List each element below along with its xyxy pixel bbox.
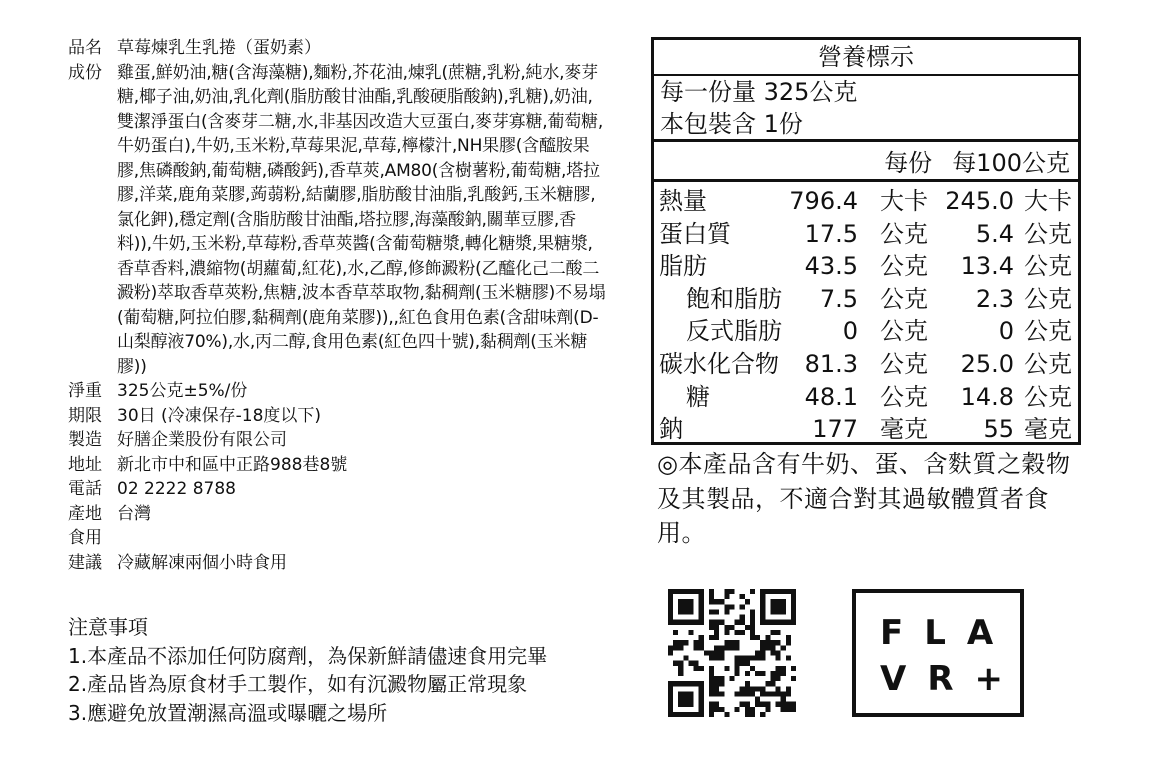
- col-per-100g: 每100公克: [952, 149, 1070, 177]
- per-100g-value: 25.0: [960, 349, 1014, 378]
- field-label: 淨重: [68, 381, 102, 401]
- per-100g-value: 5.4: [975, 219, 1014, 248]
- per-100g-value: 0: [998, 317, 1014, 346]
- nutrition-title: 營養標示: [654, 40, 1078, 76]
- ingredients-text: 雞蛋,鮮奶油,糖(含海藻糖),麵粉,芥花油,煉乳(蔗糖,乳粉,純水,麥芽糖,椰子油,奶油,乳化劑(脂肪酸甘油酯,乳酸硬脂酸鈉),乳糖),奶油,雙潔淨蛋白(含麥芽二糖,水,非基因改造大豆蛋白,麥芽寡糖,葡萄糖,牛奶蛋白),牛奶,玉米粉,草莓果泥,草莓,檸檬汁,NH果膠(含醯胺果膠,焦磷酸鈉,葡萄糖,磷酸鈣),香草莢,AM80(含樹薯粉,葡萄糖,塔拉膠,洋菜,鹿角菜膠,蒟蒻粉,結蘭膠,脂肪酸甘油脂,乳酸鈣,玉米糖膠,氯化鉀),穩定劑(含脂肪酸甘油酯,塔拉膠,海藻酸鈉,關華豆膠,香料)),牛奶,玉米粉,草莓粉,香草莢醬(含葡萄糖漿,轉化糖漿,果糖漿,香草香料,濃縮物(胡蘿蔔,紅花),水,乙醇,修飾澱粉(乙醯化己二酸二澱粉)萃取香草莢粉,焦糖,波本香草萃取物,黏稠劑(玉米糖膠)不易塌(葡萄糖,阿拉伯膠,黏稠劑(鹿角菜膠)),,紅色食用色素(含甜味劑(D-山梨醇液70%),水,丙二醇,食用色素(紅色四十號),黏稠劑(玉米糖膠)): [117, 62, 606, 377]
- expiry: 30日 (冷凍保存-18度以下): [117, 405, 322, 426]
- field-usage-1: [68, 526, 608, 551]
- per-serving-unit: 公克: [880, 219, 928, 248]
- field-expiry: [68, 404, 608, 429]
- servings-per-pack: 本包裝含 1份: [660, 110, 803, 138]
- field-label: 期限: [68, 405, 102, 426]
- per-serving-value: 48.1: [804, 382, 858, 411]
- nutrient-name: 鈉: [659, 415, 683, 444]
- nutrient-name: 蛋白質: [659, 219, 731, 248]
- serving-size: 每一份量 325公克: [660, 78, 858, 106]
- field-ingredients: [68, 61, 608, 380]
- serving-info: [654, 76, 1078, 142]
- field-label: 產地: [68, 503, 102, 524]
- nutrient-name: 脂肪: [659, 252, 707, 281]
- nutrition-row: [654, 218, 1078, 251]
- logo-line: FLA: [880, 613, 1015, 653]
- per-serving-value: 43.5: [804, 252, 858, 281]
- per-serving-value: 0: [842, 317, 858, 346]
- field-label: 成份: [68, 62, 102, 83]
- per-100g-value: 14.8: [960, 382, 1014, 411]
- per-100g-unit: 大卡: [1024, 187, 1072, 215]
- field-label: 食用: [68, 528, 102, 548]
- per-100g-unit: 公克: [1024, 317, 1072, 346]
- per-100g-unit: 公克: [1024, 284, 1072, 313]
- per-100g-value: 245.0: [945, 187, 1014, 215]
- field-manufacturer: [68, 428, 608, 453]
- origin: 台灣: [117, 503, 151, 524]
- nutrition-row: [654, 413, 1078, 446]
- per-serving-unit: 公克: [880, 252, 928, 281]
- nutrition-row: [654, 185, 1078, 218]
- per-serving-unit: 大卡: [880, 187, 928, 215]
- per-100g-unit: 公克: [1024, 349, 1072, 378]
- manufacturer: 好膳企業股份有限公司: [117, 430, 287, 450]
- col-per-serving: 每份: [884, 149, 933, 177]
- field-label: 電話: [68, 479, 102, 499]
- nutrient-name: 反式脂肪: [686, 317, 782, 346]
- per-serving-value: 81.3: [804, 349, 858, 378]
- nutrition-row: [654, 283, 1078, 316]
- per-100g-unit: 公克: [1024, 219, 1072, 248]
- notes: [68, 614, 547, 728]
- product-name: 草莓煉乳生乳捲（蛋奶素）: [117, 38, 321, 58]
- per-serving-value: 177: [812, 415, 858, 444]
- field-net-weight: [68, 379, 608, 404]
- allergy-notice: ◎本產品含有牛奶、蛋、含麩質之穀物及其製品，不適合對其過敏體質者食用。: [657, 450, 1071, 547]
- field-label: 地址: [68, 454, 102, 475]
- address: 新北市中和區中正路988巷8號: [117, 454, 348, 475]
- per-100g-value: 13.4: [960, 252, 1014, 281]
- nutrition-row: [654, 381, 1078, 414]
- note-item: 2.產品皆為原食材手工製作，如有沉澱物屬正常現象: [68, 672, 528, 696]
- net-weight: 325公克±5%/份: [117, 381, 248, 401]
- per-serving-value: 7.5: [819, 284, 858, 313]
- nutrient-name: 熱量: [659, 187, 707, 215]
- per-serving-unit: 毫克: [880, 415, 928, 444]
- note-item: 3.應避免放置潮濕高溫或曝曬之場所: [68, 700, 388, 725]
- usage-suggestion: 冷藏解凍兩個小時食用: [117, 552, 287, 573]
- nutrition-row: [654, 250, 1078, 283]
- phone: 02 2222 8788: [117, 479, 236, 499]
- per-serving-unit: 公克: [880, 317, 928, 346]
- product-info: [68, 36, 608, 575]
- per-serving-unit: 公克: [880, 382, 928, 411]
- per-100g-value: 55: [983, 415, 1014, 444]
- nutrition-table: [651, 37, 1081, 445]
- field-usage-2: [68, 551, 608, 576]
- per-100g-value: 2.3: [975, 284, 1014, 313]
- brand-logo: [852, 589, 1024, 717]
- field-origin: [68, 502, 608, 527]
- notes-title: 注意事項: [68, 615, 148, 639]
- nutrient-name: 碳水化合物: [659, 349, 779, 378]
- note-item: 1.本產品不添加任何防腐劑，為保新鮮請儘速食用完畢: [68, 643, 548, 668]
- nutrition-header: [654, 142, 1078, 182]
- qr-code-icon: [668, 589, 796, 717]
- nutrition-rows: [654, 182, 1078, 446]
- nutrient-name: 糖: [686, 382, 710, 411]
- per-serving-value: 796.4: [789, 187, 858, 215]
- field-label: 製造: [68, 430, 102, 450]
- per-100g-unit: 公克: [1024, 382, 1072, 411]
- nutrition-row: [654, 348, 1078, 381]
- field-phone: [68, 477, 608, 502]
- field-label: 建議: [68, 552, 102, 573]
- nutrient-name: 飽和脂肪: [686, 284, 782, 313]
- per-serving-unit: 公克: [880, 349, 928, 378]
- per-100g-unit: 公克: [1024, 252, 1072, 281]
- field-label: 品名: [68, 38, 102, 58]
- logo-line: VR+: [880, 659, 1024, 699]
- field-name: [68, 36, 608, 61]
- usage-blank: [117, 526, 608, 551]
- per-serving-unit: 公克: [880, 284, 928, 313]
- per-serving-value: 17.5: [804, 219, 858, 248]
- per-100g-unit: 毫克: [1024, 415, 1072, 444]
- field-address: [68, 453, 608, 478]
- nutrition-row: [654, 315, 1078, 348]
